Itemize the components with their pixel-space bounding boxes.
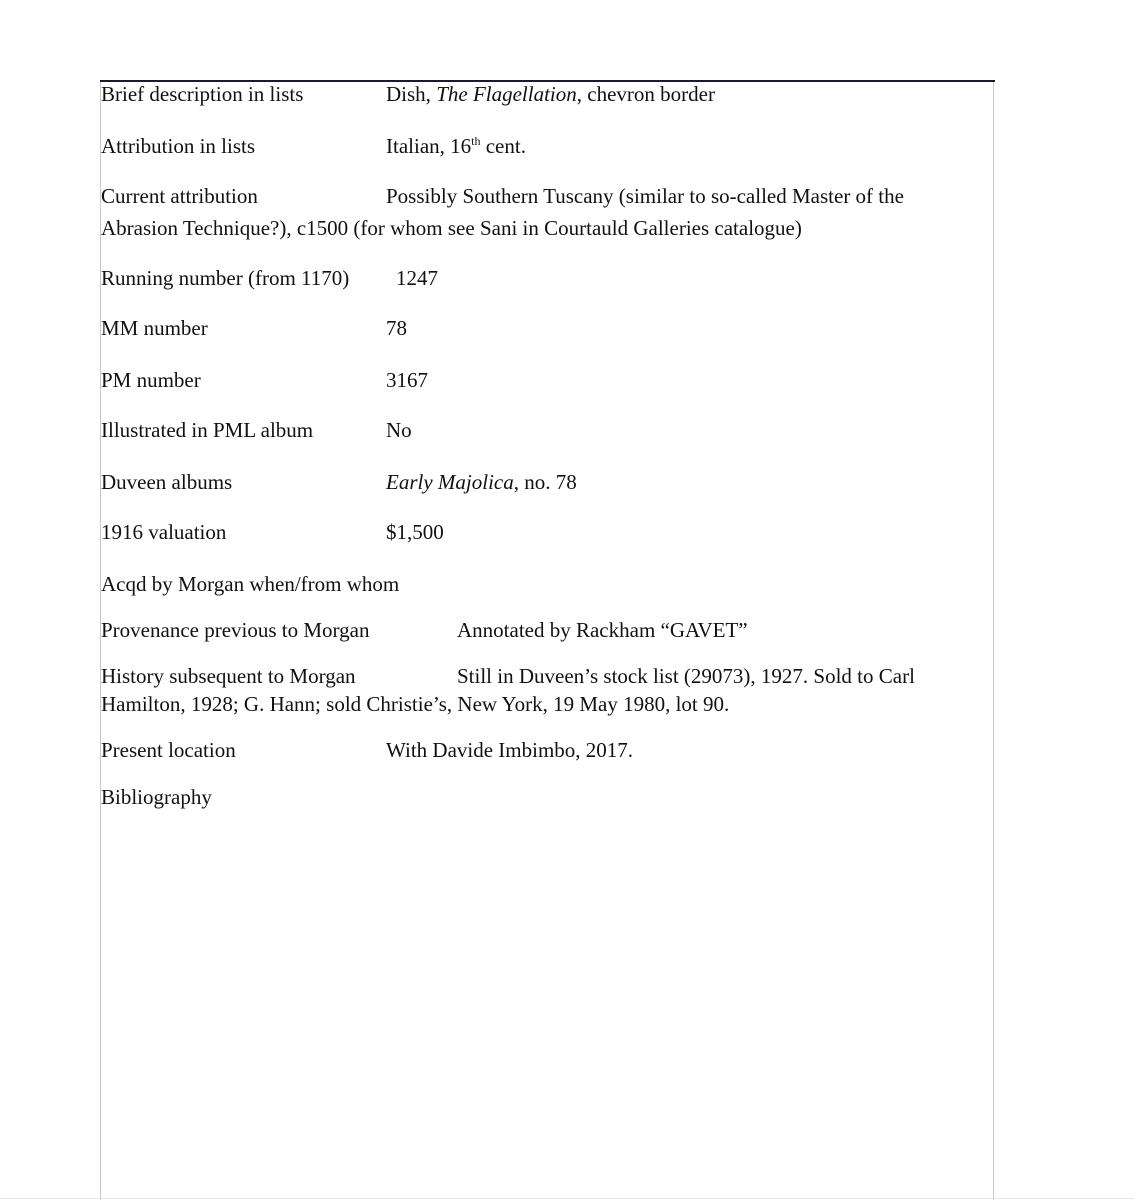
provenance-value: Annotated by Rackham “GAVET” bbox=[457, 618, 748, 642]
valuation-label: 1916 valuation bbox=[101, 520, 227, 544]
brief-description-title: The Flagellation bbox=[436, 82, 577, 106]
current-attribution-value-line2: Abrasion Technique?), c1500 (for whom see Sani in Courtauld Galleries catalogue) bbox=[101, 216, 802, 240]
attribution-superscript: th bbox=[471, 134, 481, 148]
duveen-albums-value bbox=[386, 468, 577, 496]
brief-description-text: Dish, bbox=[386, 82, 437, 106]
running-number-value: 1247 bbox=[396, 266, 438, 290]
page-bottom-edge bbox=[0, 1198, 1134, 1199]
brief-description-suffix: , chevron border bbox=[576, 82, 715, 106]
history-value-line1: Still in Duveen’s stock list (29073), 1927. Sold to Carl bbox=[457, 664, 915, 688]
duveen-albums-title: Early Majolica bbox=[386, 470, 514, 494]
attribution-label: Attribution in lists bbox=[101, 134, 256, 158]
brief-description-value bbox=[386, 80, 715, 108]
mm-number-value: 78 bbox=[386, 316, 407, 340]
pm-number-value: 3167 bbox=[386, 368, 428, 392]
running-number-label: Running number (from 1170) bbox=[101, 266, 350, 290]
provenance-label: Provenance previous to Morgan bbox=[101, 618, 370, 642]
attribution-text: Italian, 16 bbox=[386, 134, 472, 158]
illustrated-value: No bbox=[386, 418, 412, 442]
present-location-label: Present location bbox=[101, 738, 236, 762]
valuation-value: $1,500 bbox=[386, 520, 444, 544]
brief-description-label: Brief description in lists bbox=[101, 82, 304, 106]
history-label: History subsequent to Morgan bbox=[101, 664, 356, 688]
pm-number-label: PM number bbox=[101, 368, 201, 392]
mm-number-label: MM number bbox=[101, 316, 208, 340]
attribution-suffix: cent. bbox=[480, 134, 526, 158]
current-attribution-value-line1: Possibly Southern Tuscany (similar to so-called Master of the bbox=[386, 184, 904, 208]
current-attribution-label: Current attribution bbox=[101, 184, 258, 208]
illustrated-label: Illustrated in PML album bbox=[101, 418, 314, 442]
acquired-label: Acqd by Morgan when/from whom bbox=[101, 572, 400, 596]
history-value-line2: Hamilton, 1928; G. Hann; sold Christie’s, New York, 19 May 1980, lot 90. bbox=[101, 692, 730, 716]
duveen-albums-number: , no. 78 bbox=[513, 470, 577, 494]
bibliography-label: Bibliography bbox=[101, 785, 212, 809]
attribution-value bbox=[386, 132, 526, 160]
duveen-albums-label: Duveen albums bbox=[101, 470, 233, 494]
present-location-value: With Davide Imbimbo, 2017. bbox=[386, 738, 634, 762]
